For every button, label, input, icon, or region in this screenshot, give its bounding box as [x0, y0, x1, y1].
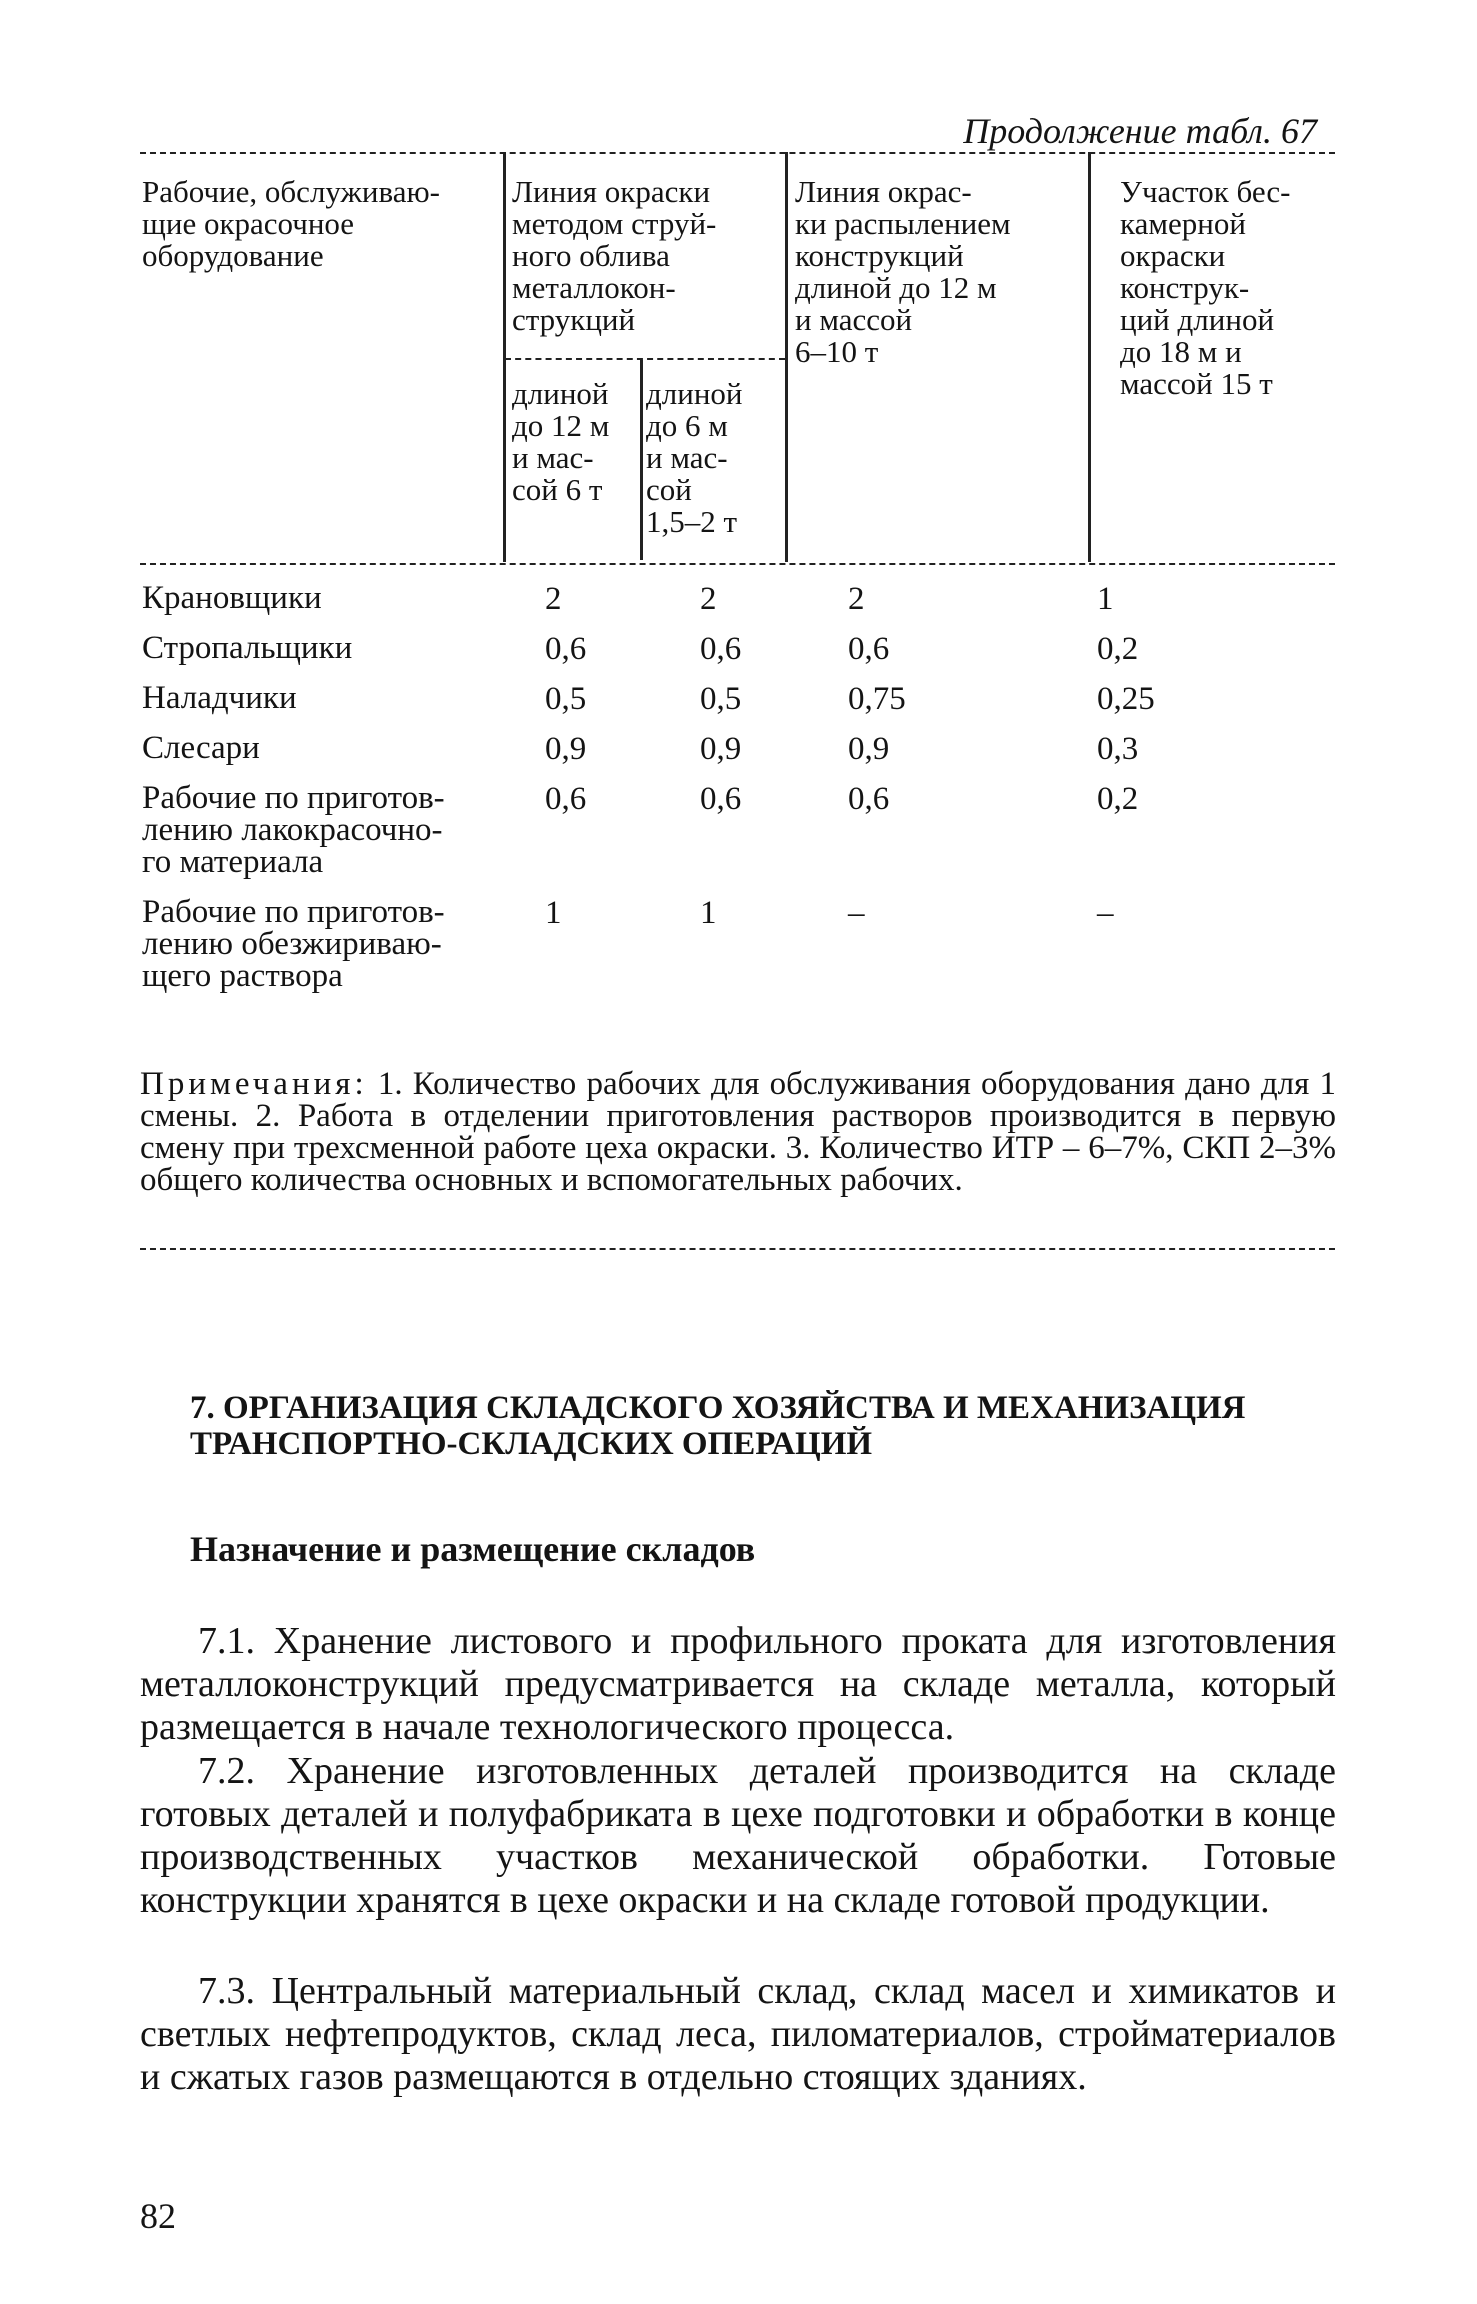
notes-bottom-rule	[140, 1248, 1335, 1250]
column-divider-2	[785, 152, 788, 562]
cell: 1	[545, 895, 562, 931]
group-header-rule	[505, 358, 785, 360]
column-divider-1a	[640, 360, 643, 560]
paragraph-7-3: 7.3. Центральный материальный склад, склад масел и химикатов и светлых нефтепродуктов, склад леса, пиломатериалов, стройматериалов и сжатых газов размещаются в отдельно стоящих зданиях.	[140, 1970, 1336, 2098]
cell: 0,5	[700, 681, 742, 717]
header-pouring-line: Линия окраски методом струй- ного облива металлокон- струкций	[512, 174, 717, 337]
cell: 2	[848, 581, 865, 617]
cell: –	[1097, 895, 1114, 931]
cell: 1	[700, 895, 717, 931]
header-pouring-6m: длиной до 6 м и мас- сой 1,5–2 т	[646, 376, 743, 539]
header-chamberless-area: Участок бес- камерной окраски конструк- ций длиной до 18 м и массой 15 т	[1120, 174, 1291, 401]
cell: 0,9	[545, 731, 587, 767]
cell: 0,6	[700, 631, 742, 667]
paragraph-7-2: 7.2. Хранение изготовленных деталей производится на складе готовых деталей и полуфабриката в цехе подготовки и обработки в конце производственных участков механической обработки. Готовые конструкции хранятся в цехе окраски и на складе готовой продукции.	[140, 1750, 1336, 1921]
cell: 0,6	[848, 781, 890, 817]
row-label: Стропальщики	[142, 630, 353, 666]
table-notes	[140, 1068, 1336, 1196]
cell: 0,2	[1097, 631, 1139, 667]
cell: 0,3	[1097, 731, 1139, 767]
column-divider-1	[503, 152, 506, 562]
cell: 0,9	[848, 731, 890, 767]
table-header-rule	[140, 563, 1335, 565]
cell: 0,6	[700, 781, 742, 817]
header-workers: Рабочие, обслуживаю- щие окрасочное оборудование	[142, 174, 440, 273]
row-label: Наладчики	[142, 680, 297, 716]
cell: 1	[1097, 581, 1114, 617]
cell: 0,5	[545, 681, 587, 717]
cell: 0,9	[700, 731, 742, 767]
cell: 2	[700, 581, 717, 617]
row-label: Крановщики	[142, 580, 322, 616]
page-number: 82	[140, 2196, 176, 2236]
cell: 0,25	[1097, 681, 1155, 717]
cell: 0,6	[545, 781, 587, 817]
header-spray-line: Линия окрас- ки распылением конструкций длиной до 12 м и массой 6–10 т	[795, 174, 1011, 369]
row-label: Рабочие по приготов- лению обезжириваю- щего раствора	[142, 894, 445, 994]
table-top-rule	[140, 152, 1335, 154]
cell: 0,2	[1097, 781, 1139, 817]
header-pouring-12m: длиной до 12 м и мас- сой 6 т	[512, 376, 610, 507]
row-label: Слесари	[142, 730, 260, 766]
notes-text: 1. Количество рабочих для обслуживания оборудования дано для 1 смены. 2. Работа в отделении приготовления растворов производится в первую смену при трехсменной работе цеха окраски. 3. Количество ИТР – 6–7%, СКП 2–3% общего количества основных и вспомогательных рабочих.	[140, 1066, 1336, 1198]
cell: 0,75	[848, 681, 906, 717]
subsection-title: Назначение и размещение складов	[190, 1529, 756, 1569]
cell: 2	[545, 581, 562, 617]
section-title: 7. ОРГАНИЗАЦИЯ СКЛАДСКОГО ХОЗЯЙСТВА И МЕХАНИЗАЦИЯ ТРАНСПОРТНО-СКЛАДСКИХ ОПЕРАЦИЙ	[190, 1390, 1246, 1462]
paragraph-7-1: 7.1. Хранение листового и профильного проката для изготовления металлоконструкций предусматривается на складе металла, который размещается в начале технологического процесса.	[140, 1620, 1336, 1748]
cell: 0,6	[848, 631, 890, 667]
notes-label: Примечания:	[140, 1066, 368, 1102]
cell: –	[848, 895, 865, 931]
cell: 0,6	[545, 631, 587, 667]
table-caption: Продолжение табл. 67	[963, 111, 1317, 151]
column-divider-3	[1088, 152, 1091, 562]
row-label: Рабочие по приготов- лению лакокрасочно- го материала	[142, 780, 445, 880]
